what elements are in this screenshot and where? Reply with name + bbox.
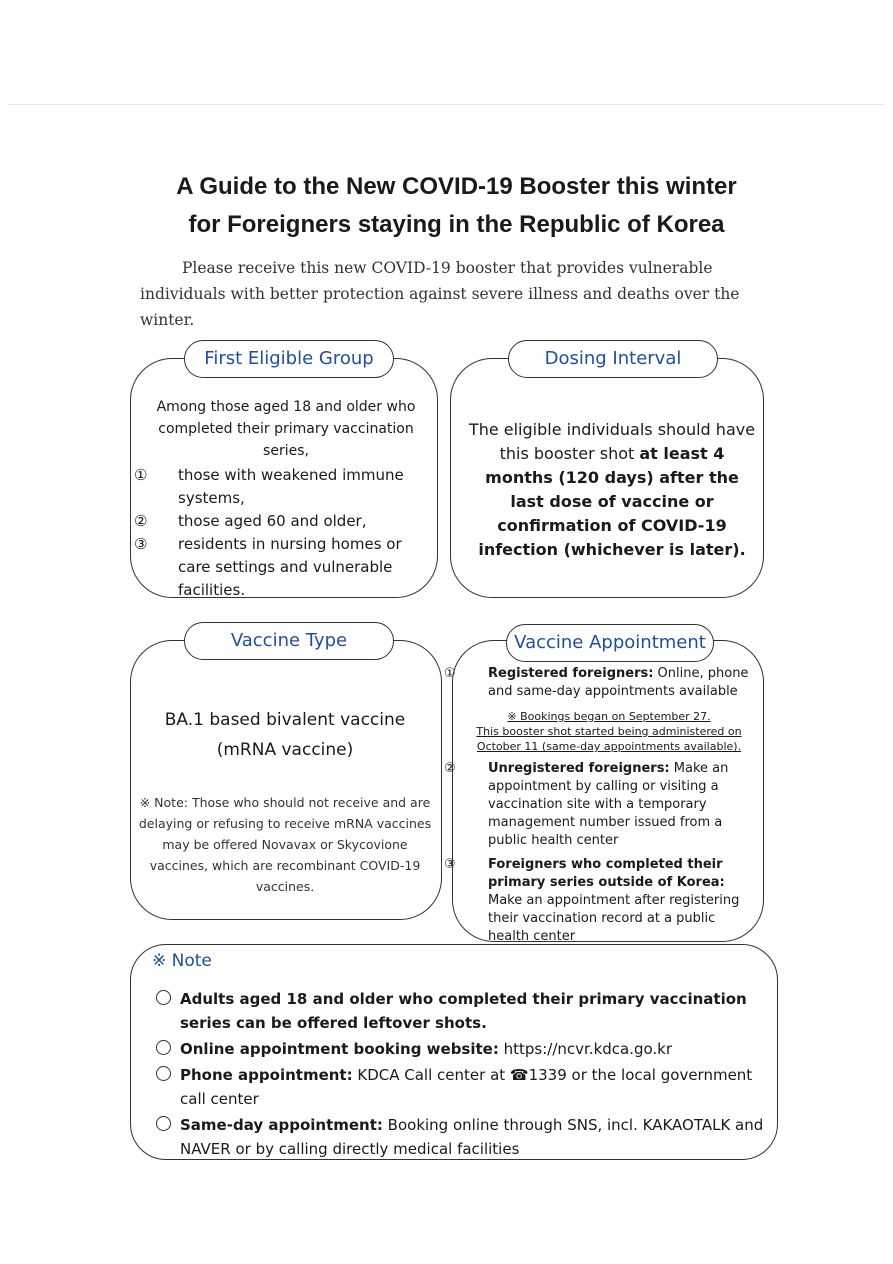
intro-paragraph: Please receive this new COVID-19 booster that provides vulnerable individuals with better protection against severe illness and deaths over the winter. bbox=[140, 259, 740, 329]
dosing-interval-heading: Dosing Interval bbox=[508, 340, 718, 378]
appointment-item-3: ③ Foreigners who completed their primary series outside of Korea: Make an appointment after registering their vaccination record at a public health center bbox=[444, 857, 740, 944]
title-line-2: for Foreigners staying in the Republic of Korea bbox=[188, 211, 725, 238]
scan-line bbox=[8, 104, 885, 105]
vaccine-type-heading: Vaccine Type bbox=[184, 622, 394, 660]
eligible-item: ② those aged 60 and older, bbox=[134, 512, 367, 530]
vaccine-type-line-1: BA.1 based bivalent vaccine bbox=[164, 710, 406, 730]
eligible-list bbox=[134, 464, 432, 602]
appointment-list bbox=[444, 665, 752, 946]
title-line-1: A Guide to the New COVID-19 Booster this winter bbox=[176, 173, 737, 200]
circle-bullet-icon bbox=[156, 990, 171, 1005]
circle-bullet-icon bbox=[156, 1040, 171, 1055]
eligible-item: ① those with weakened immune systems, bbox=[134, 466, 404, 507]
note-item-1: Adults aged 18 and older who completed their primary vaccination series can be offered leftover shots. bbox=[156, 987, 768, 1035]
dosing-interval-text: The eligible individuals should have this booster shot at least 4 months (120 days) after the last dose of vaccine or confirmation of COVID-19 infection (whichever is later). bbox=[468, 420, 756, 559]
note-list bbox=[156, 987, 768, 1163]
vaccine-type-line-2: (mRNA vaccine) bbox=[216, 740, 354, 760]
circle-bullet-icon bbox=[156, 1066, 171, 1081]
note-item-3: Phone appointment: KDCA Call center at ☎1339 or the local government call center bbox=[156, 1063, 768, 1111]
eligible-lead: Among those aged 18 and older who completed their primary vaccination series, bbox=[156, 399, 416, 459]
note-heading: ※ Note bbox=[152, 951, 212, 971]
appointment-item-2: ② Unregistered foreigners: Make an appointment by calling or visiting a vaccination site with a temporary management number issued from a public health center bbox=[444, 761, 729, 848]
eligible-group-heading: First Eligible Group bbox=[184, 340, 394, 378]
appointment-item-1: ① Registered foreigners: Online, phone and same-day appointments available bbox=[444, 666, 749, 699]
eligible-item: ③ residents in nursing homes or care settings and vulnerable facilities. bbox=[134, 535, 402, 599]
appointment-notice: ※ Bookings began on September 27. This booster shot started being administered on October 11 (same-day appointments available). bbox=[476, 710, 742, 753]
vaccine-type-name bbox=[140, 705, 430, 765]
page-title bbox=[100, 168, 813, 244]
note-item-4: Same-day appointment: Booking online through SNS, incl. KAKAOTALK and NAVER or by calling directly medical facilities bbox=[156, 1113, 768, 1161]
circle-bullet-icon bbox=[156, 1116, 171, 1131]
vaccine-appointment-heading: Vaccine Appointment bbox=[506, 624, 714, 662]
vaccine-type-note: ※ Note: Those who should not receive and are delaying or refusing to receive mRNA vaccines may be offered Novavax or Skycovione vaccines, which are recombinant COVID-19 vaccines. bbox=[138, 795, 432, 894]
note-item-2: Online appointment booking website: https://ncvr.kdca.go.kr bbox=[156, 1037, 768, 1061]
